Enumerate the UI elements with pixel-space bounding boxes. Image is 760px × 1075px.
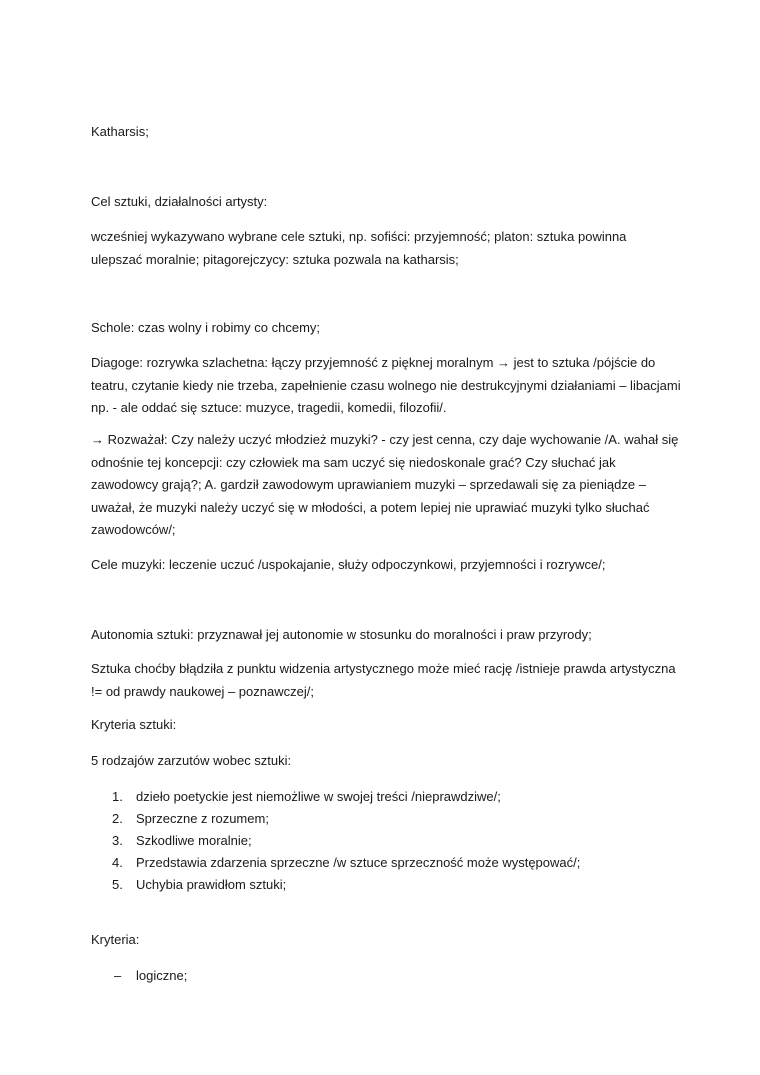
dash-bullet: – [114,968,122,983]
list-item-number: 3. [112,833,123,848]
dash-item-text: logiczne; [136,968,188,983]
paragraph-cele-muzyki: Cele muzyki: leczenie uczuć /uspokajanie, służy odpoczynkowi, przyjemności i rozrywce/; [91,557,606,572]
list-item-number: 1. [112,789,123,804]
list-item-text: Przedstawia zdarzenia sprzeczne /w sztuce sprzeczność może występować/; [136,855,581,870]
list-item-text: Szkodliwe moralnie; [136,833,252,848]
paragraph-sztuka-bladzila: Sztuka choćby błądziła z punktu widzenia artystycznego może mieć rację /istnieje prawda artystyczna != od prawdy naukowej – poznawczej/; [91,661,676,699]
heading-zarzuty: 5 rodzajów zarzutów wobec sztuki: [91,753,292,768]
heading-cel-sztuki: Cel sztuki, działalności artysty: [91,194,268,209]
list-item-text: Uchybia prawidłom sztuki; [136,877,287,892]
paragraph-katharsis: Katharsis; [91,124,149,139]
paragraph-cele-wczesniej: wcześniej wykazywano wybrane cele sztuki, np. sofiści: przyjemność; platon: sztuka powinna ulepszać moralnie; pitagorejczycy: sztuka pozwala na katharsis; [91,229,627,267]
list-item-number: 5. [112,877,123,892]
heading-kryteria: Kryteria: [91,932,140,947]
paragraph-autonomia: Autonomia sztuki: przyznawał jej autonomie w stosunku do moralności i praw przyrody; [91,627,592,642]
paragraph-rozwazal: → Rozważał: Czy należy uczyć młodzież muzyki? - czy jest cenna, czy daje wychowanie /A. wahał się odnośnie tej koncepcji: czy człowiek ma sam uczyć się niedoskonale grać? Czy słuchać jak zawodowcy grają?; A. gardził zawodowym uprawianiem muzyki – sprzedawali się za pieniądze – uważał, że muzyki należy uczyć się w młodości, a potem lepiej nie uprawiać muzyki tylko słuchać zawodowców/; [91,432,679,537]
paragraph-diagoge: Diagoge: rozrywka szlachetna: łączy przyjemność z pięknej moralnym → jest to sztuka /pójście do teatru, czytanie kiedy nie trzeba, zapełnienie czasu wolnego nie destrukcyjnymi działaniami – libacjami np. - ale oddać się sztuce: muzyce, tragedii, komedii, filozofii/. [91,355,681,415]
heading-kryteria-sztuki: Kryteria sztuki: [91,717,177,732]
list-item-number: 4. [112,855,123,870]
list-item-text: Sprzeczne z rozumem; [136,811,269,826]
list-item-text: dzieło poetyckie jest niemożliwe w swojej treści /nieprawdziwe/; [136,789,501,804]
paragraph-schole: Schole: czas wolny i robimy co chcemy; [91,320,321,335]
list-item-number: 2. [112,811,123,826]
